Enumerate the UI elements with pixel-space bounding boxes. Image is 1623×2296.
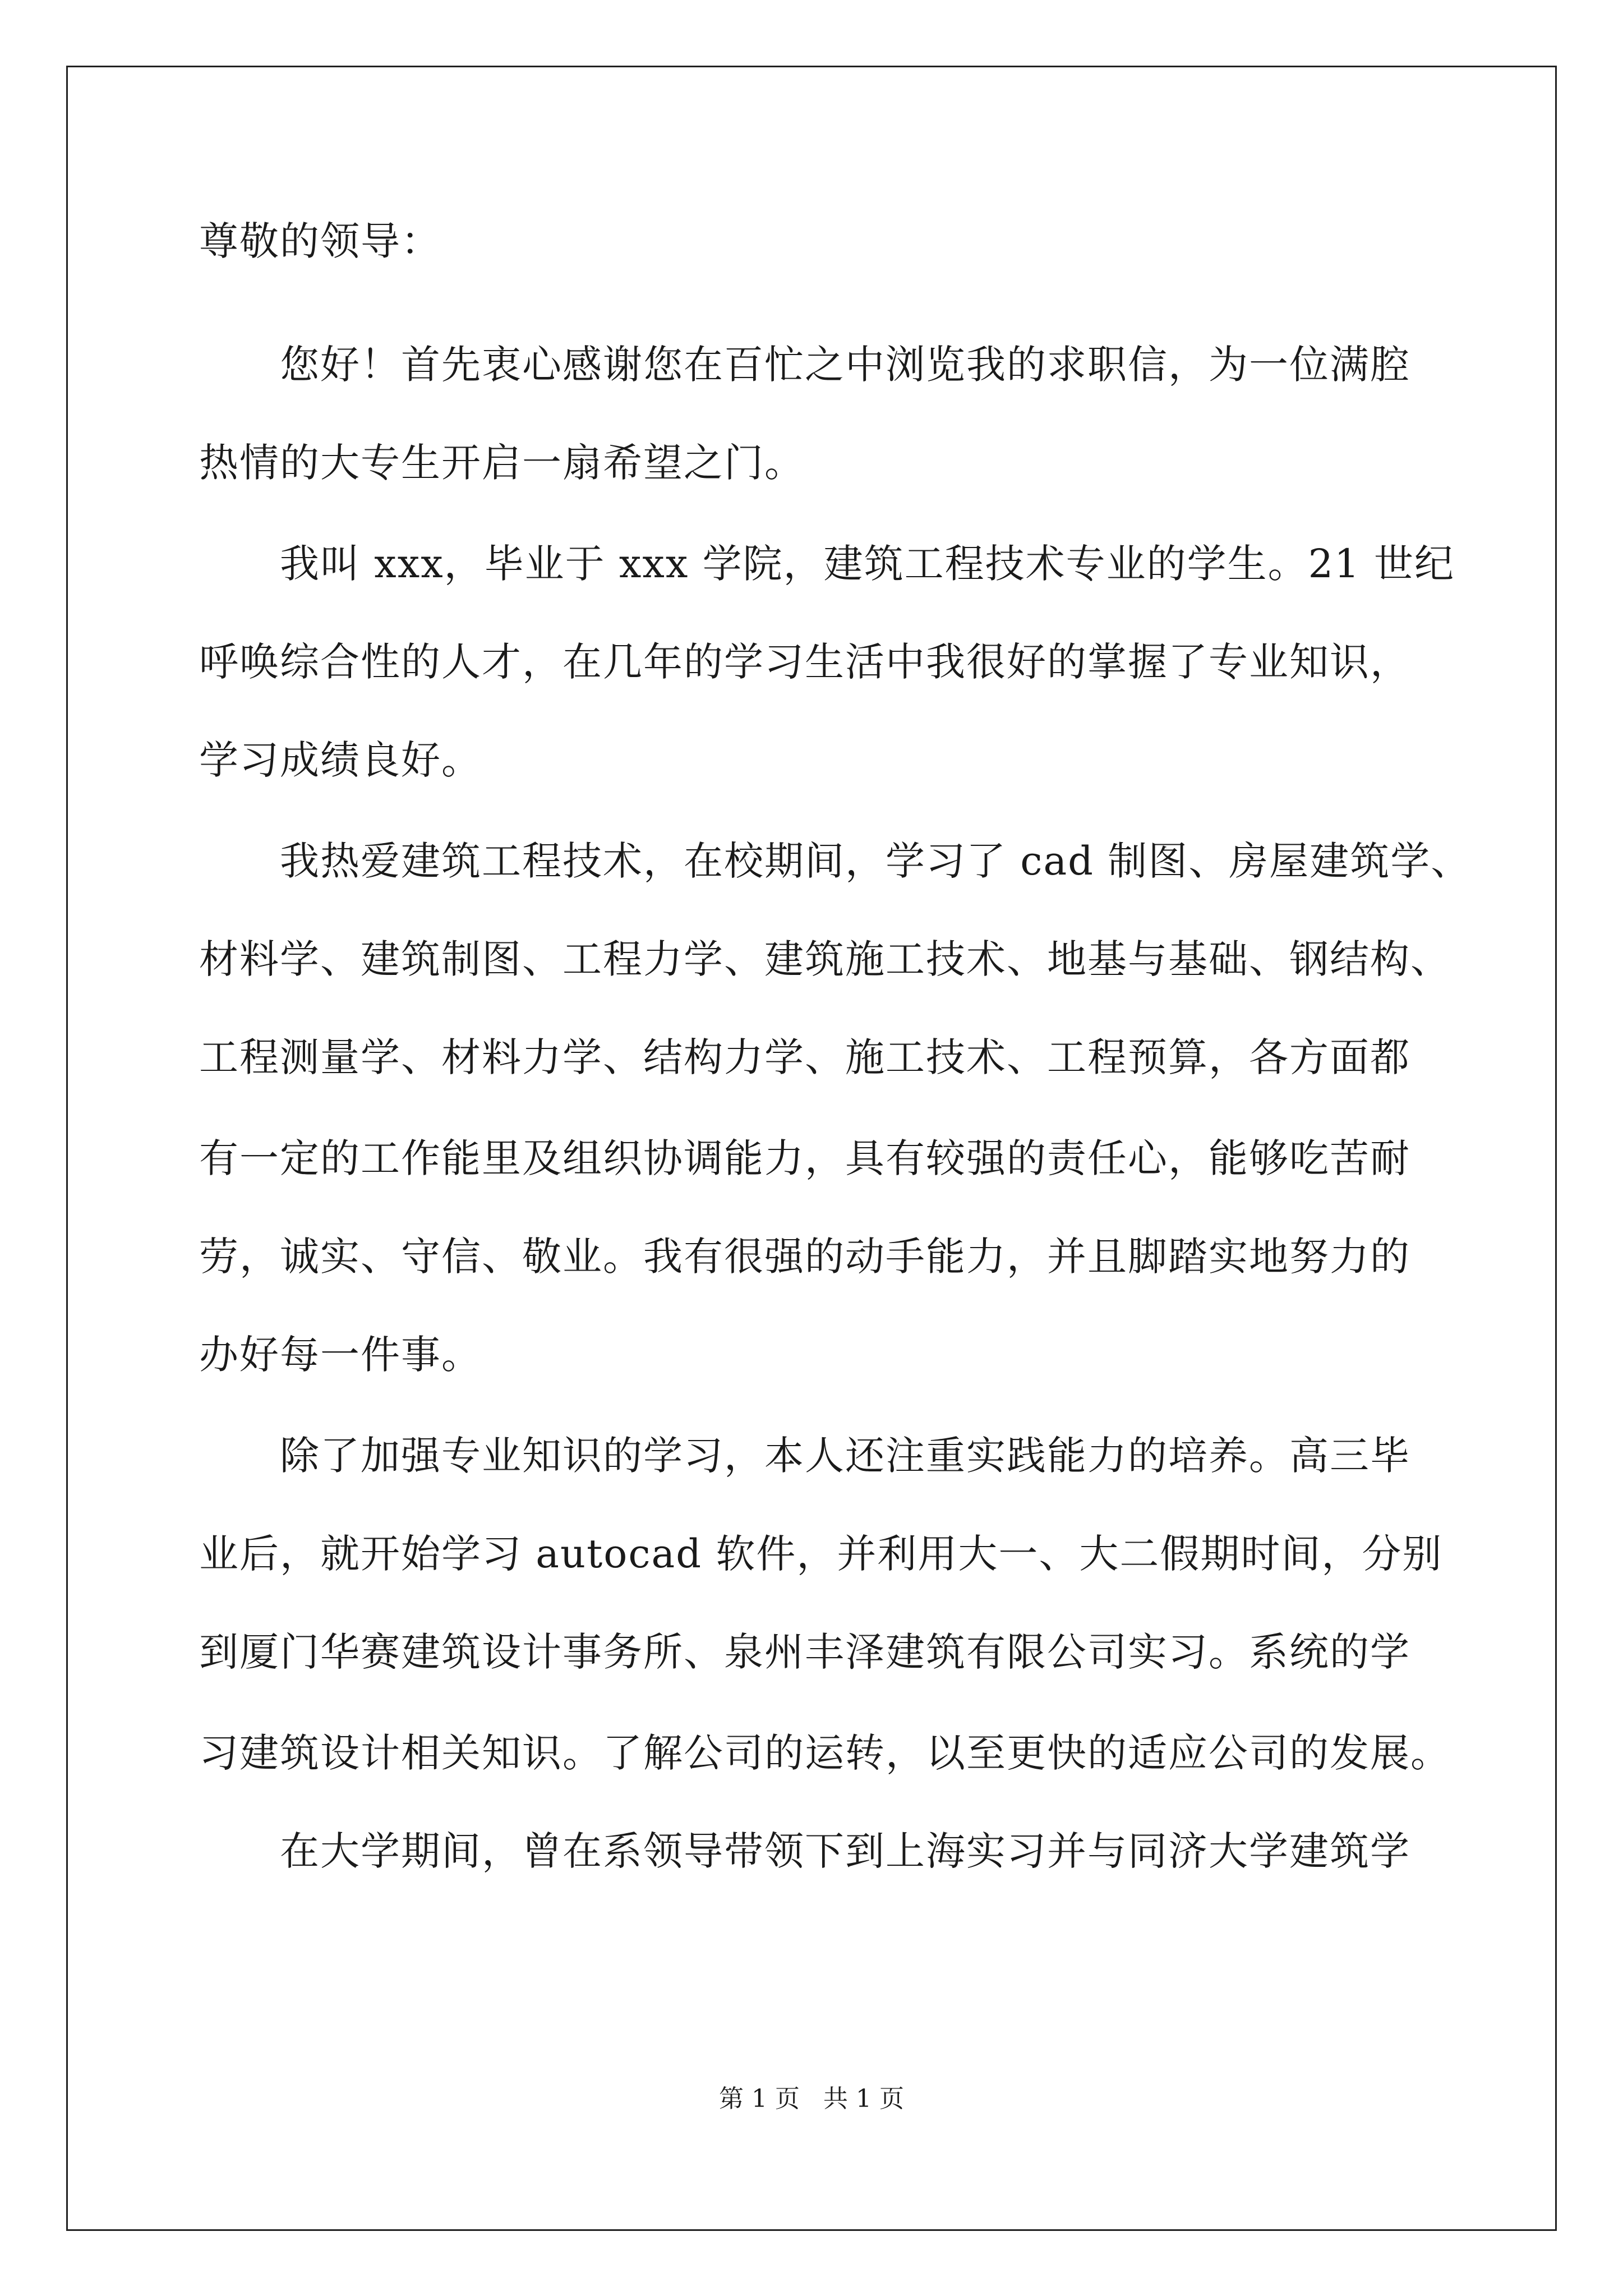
page-number-footer: 第 1 页 共 1 页 — [719, 2085, 904, 2113]
paragraph-4-line-2: 业后，就开始学习 autocad 软件，并利用大一、大二假期时间，分别 — [199, 1531, 1443, 1577]
paragraph-3-line-4: 有一定的工作能里及组织协调能力，具有较强的责任心，能够吃苦耐 — [199, 1135, 1410, 1181]
paragraph-2-line-3: 学习成绩良好。 — [199, 737, 482, 783]
paragraph-3-line-2: 材料学、建筑制图、工程力学、建筑施工技术、地基与基础、钢结构、 — [199, 936, 1451, 982]
paragraph-3-line-6: 办好每一件事。 — [199, 1332, 482, 1378]
paragraph-2-line-1: 我叫 xxx，毕业于 xxx 学院，建筑工程技术专业的学生。21 世纪 — [280, 541, 1455, 587]
paragraph-1-line-1: 您好！首先衷心感谢您在百忙之中浏览我的求职信，为一位满腔 — [280, 342, 1410, 388]
paragraph-4-line-3: 到厦门华赛建筑设计事务所、泉州丰泽建筑有限公司实习。系统的学 — [199, 1629, 1410, 1675]
paragraph-4-line-4: 习建筑设计相关知识。了解公司的运转，以至更快的适应公司的发展。 — [199, 1730, 1451, 1776]
paragraph-4-line-1: 除了加强专业知识的学习，本人还注重实践能力的培养。高三毕 — [280, 1433, 1410, 1479]
salutation: 尊敬的领导： — [199, 218, 441, 264]
paragraph-3-line-1: 我热爱建筑工程技术，在校期间，学习了 cad 制图、房屋建筑学、 — [280, 838, 1472, 884]
paragraph-5-line-1: 在大学期间，曾在系领导带领下到上海实习并与同济大学建筑学 — [280, 1828, 1410, 1874]
paragraph-2-line-2: 呼唤综合性的人才，在几年的学习生活中我很好的掌握了专业知识， — [199, 639, 1410, 685]
paragraph-3-line-5: 劳，诚实、守信、敬业。我有很强的动手能力，并且脚踏实地努力的 — [199, 1234, 1410, 1280]
paragraph-3-line-3: 工程测量学、材料力学、结构力学、施工技术、工程预算，各方面都 — [199, 1034, 1410, 1080]
paragraph-1-line-2: 热情的大专生开启一扇希望之门。 — [199, 440, 805, 486]
